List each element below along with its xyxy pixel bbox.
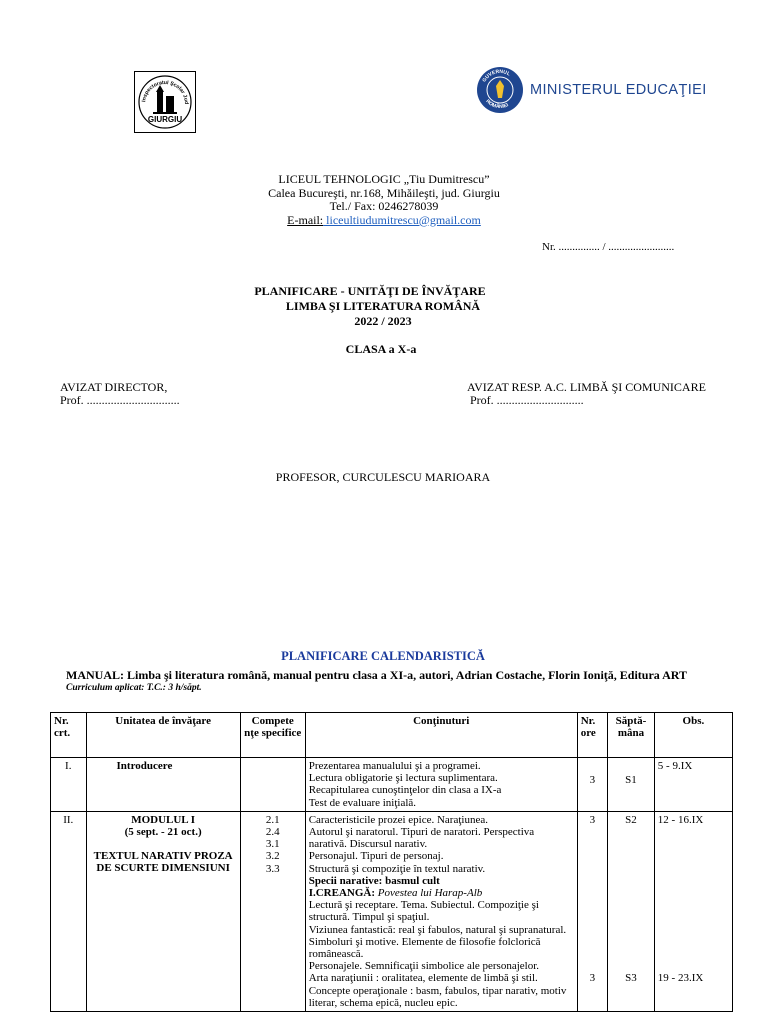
row2-content-line: Personajul. Tipuri de personaj. bbox=[308, 850, 444, 863]
col-header-competences: Compete nţe specifice bbox=[240, 713, 305, 758]
school-inspectorate-logo bbox=[134, 71, 196, 133]
row2-content-line: Personajele. Semnificaţii simbolice ale personajelor. bbox=[308, 960, 540, 973]
school-name: LICEUL TEHNOLOGIC „Tiu Dumitrescu” bbox=[278, 172, 490, 186]
hours-week2: 3 bbox=[589, 813, 596, 826]
school-header bbox=[0, 173, 768, 227]
doc-title-line2: LIMBA ŞI LITERATURA ROMÂNĂ bbox=[285, 299, 481, 313]
competence-code: 3.3 bbox=[265, 862, 280, 875]
col-header-obs: Obs. bbox=[654, 713, 732, 758]
curriculum-area-approval bbox=[467, 381, 706, 407]
seal-bottom-text: ROMÂNIEI bbox=[484, 98, 510, 111]
curriculum-info: Curriculum aplicat: T.C.: 3 h/săpt. bbox=[66, 683, 202, 693]
calendar-title: PLANIFICARE CALENDARISTICĂ bbox=[281, 649, 485, 663]
row1-content-line: Prezentarea manualului şi a programei. bbox=[308, 760, 481, 772]
row2-content-line: Concepte operaţionale : basm, fabulos, tipar narativ, motiv literar, schema epică, nucleu epic. bbox=[308, 984, 567, 1009]
week-s2: S2 bbox=[625, 813, 637, 826]
registration-number: Nr. ............... / ........................ bbox=[542, 241, 675, 253]
government-seal-icon bbox=[476, 66, 524, 114]
table-row bbox=[51, 758, 733, 812]
work-title: Povestea lui Harap-Alb bbox=[377, 887, 483, 900]
row2-content-line: Arta naraţiunii : oralitatea, elemente de limbă şi stil. bbox=[308, 972, 538, 985]
teacher-name: PROFESOR, CURCULESCU MARIOARA bbox=[275, 470, 491, 484]
competence-code: 3.2 bbox=[265, 850, 280, 863]
area-prof: Prof. ............................. bbox=[470, 393, 584, 407]
ministry-name: MINISTERUL EDUCAŢIEI bbox=[530, 82, 707, 98]
row1-content-line: Recapitularea cunoştinţelor din clasa a IX-a bbox=[308, 784, 502, 797]
row2-content bbox=[305, 811, 577, 1011]
row2-hours bbox=[577, 811, 607, 1011]
manual-info: MANUAL: Limba şi literatura română, manual pentru clasa a XI-a, autori, Adrian Costache, Florin Ioniţă, Editura ART bbox=[66, 668, 688, 682]
ministry-logo bbox=[476, 66, 707, 114]
hours-week3: 3 bbox=[589, 972, 596, 985]
doc-title-line1: PLANIFICARE - UNITĂŢI DE ÎNVĂŢARE bbox=[254, 284, 486, 298]
col-header-hours: Nr. ore bbox=[577, 713, 607, 758]
module-title: TEXTUL NARATIV PROZA DE SCURTE DIMENSIUNI bbox=[93, 850, 233, 875]
row2-obs bbox=[654, 811, 732, 1011]
col-header-nr: Nr. crt. bbox=[51, 713, 87, 758]
row2-content-line: Autorul şi naratorul. Tipuri de naratori. Perspectiva narativă. Discursul narativ. bbox=[308, 826, 535, 851]
week-s3: S3 bbox=[625, 972, 637, 985]
row2-content-line: Lectură şi receptare. Tema. Subiectul. Compoziţie şi structură. Timpul şi spaţiul. bbox=[308, 899, 539, 924]
col-header-unit: Unitatea de învăţare bbox=[86, 713, 240, 758]
module-name: MODULUL I bbox=[131, 813, 196, 826]
director-approval bbox=[60, 381, 180, 407]
school-year: 2022 / 2023 bbox=[354, 314, 412, 328]
row1-hours: 3 bbox=[577, 758, 607, 812]
school-phone: Tel./ Fax: 0246278039 bbox=[329, 199, 439, 213]
planning-table bbox=[50, 712, 733, 1012]
row1-unit: Introducere bbox=[86, 758, 240, 812]
row1-week: S1 bbox=[608, 758, 655, 812]
row1-content-line: Test de evaluare iniţială. bbox=[308, 796, 417, 809]
competence-code: 3.1 bbox=[265, 838, 280, 851]
row1-nr: I. bbox=[51, 758, 87, 812]
seal-top-text: GUVERNUL bbox=[481, 68, 511, 84]
school-address: Calea Bucureşti, nr.168, Mihăileşti, jud. Giurgiu bbox=[268, 185, 500, 200]
director-prof: Prof. ............................... bbox=[60, 393, 180, 407]
row2-content-line: Viziunea fantastică: real şi fabulos, natural şi supranatural. Simboluri şi motive. Elemente de filosofie folclorică românească. bbox=[308, 923, 567, 961]
row2-competences bbox=[240, 811, 305, 1011]
competence-code: 2.1 bbox=[265, 813, 280, 826]
row1-content-line: Lectura obligatorie şi lectura suplimentara. bbox=[308, 772, 498, 785]
col-header-content: Conţinuturi bbox=[305, 713, 577, 758]
area-title: AVIZAT RESP. A.C. LIMBĂ ŞI COMUNICARE bbox=[467, 380, 706, 394]
row2-content-line: Structură şi compoziţie în textul narativ. bbox=[308, 862, 486, 875]
col-header-week: Săptă- mâna bbox=[608, 713, 655, 758]
director-title: AVIZAT DIRECTOR, bbox=[60, 380, 168, 394]
table-header-row bbox=[51, 713, 733, 758]
logo-county-text: GIURGIU bbox=[147, 115, 183, 124]
logo-arc-text: Inspectoratul Şcolar Jud bbox=[141, 79, 190, 105]
school-email-line bbox=[0, 214, 768, 228]
obs-week3: 19 - 23.IX bbox=[657, 972, 704, 985]
competence-code: 2.4 bbox=[265, 826, 280, 839]
row1-competences bbox=[240, 758, 305, 812]
module-dates: (5 sept. - 21 oct.) bbox=[124, 826, 202, 839]
row1-content bbox=[305, 758, 577, 812]
work-author: I.CREANGĂ: bbox=[308, 887, 378, 900]
row2-week bbox=[608, 811, 655, 1011]
obs-week2: 12 - 16.IX bbox=[657, 813, 704, 826]
email-label: E-mail: bbox=[287, 212, 324, 227]
literary-species: Specii narative: basmul cult bbox=[308, 874, 440, 887]
row2-nr: II. bbox=[51, 811, 87, 1011]
work-line bbox=[309, 887, 574, 899]
row1-obs: 5 - 9.IX bbox=[654, 758, 732, 812]
class-label: CLASA a X-a bbox=[345, 342, 417, 356]
row2-unit bbox=[86, 811, 240, 1011]
school-email-link[interactable]: liceultiudumitrescu@gmail.com bbox=[323, 212, 481, 227]
row2-content-line: Caracteristicile prozei epice. Naraţiunea. bbox=[308, 813, 488, 826]
table-row bbox=[51, 811, 733, 1011]
